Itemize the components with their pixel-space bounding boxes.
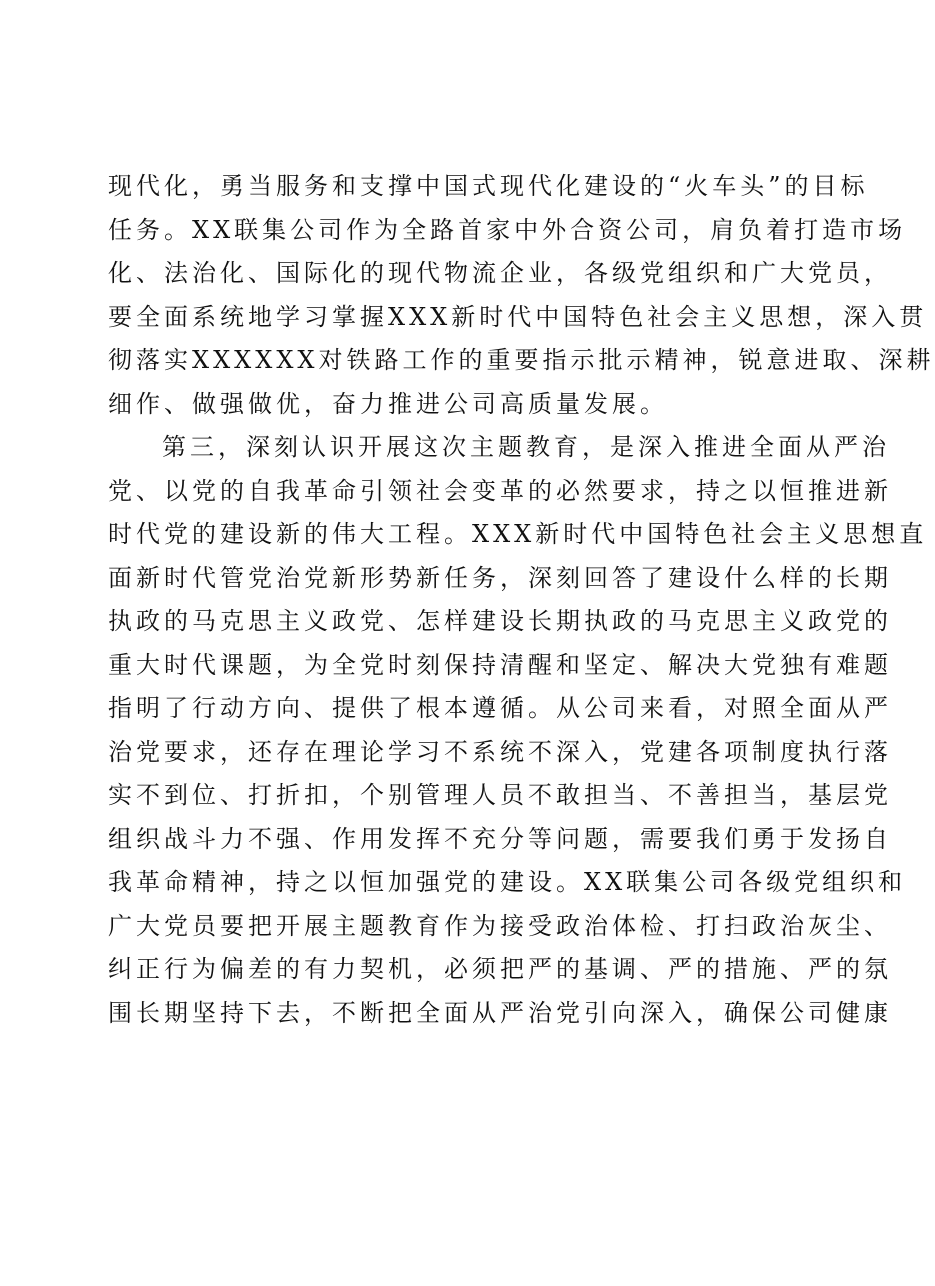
paragraph-third-point xyxy=(108,426,928,1035)
text-line: 党、以党的自我革命引领社会变革的必然要求，持之以恒推进新 xyxy=(108,476,892,505)
text-line: 细作、做强做优，奋力推进公司高质量发展。 xyxy=(108,389,668,418)
text-line: 第三，深刻认识开展这次主题教育，是深入推进全面从严治 xyxy=(162,433,890,461)
text-line: 我革命精神，持之以恒加强党的建设。XX联集公司各级党组织和 xyxy=(108,868,907,896)
text-line: 彻落实XXXXXX对铁路工作的重要指示批示精神，锐意进取、深耕 xyxy=(108,346,935,374)
text-line: 化、法治化、国际化的现代物流企业，各级党组织和广大党员， xyxy=(108,259,892,287)
text-line: 重大时代课题，为全党时刻保持清醒和坚定、解决大党独有难题 xyxy=(108,650,892,679)
text-line: 实不到位、打折扣，个别管理人员不敢担当、不善担当，基层党 xyxy=(108,781,892,809)
text-line: 治党要求，还存在理论学习不系统不深入，党建各项制度执行落 xyxy=(108,737,892,766)
paragraph-continued xyxy=(108,165,935,426)
text-line: 现代化，勇当服务和支撑中国式现代化建设的“火车头”的目标 xyxy=(108,172,869,200)
text-line: 围长期坚持下去，不断把全面从严治党引向深入，确保公司健康 xyxy=(108,998,892,1027)
text-line: 组织战斗力不强、作用发挥不充分等问题，需要我们勇于发扬自 xyxy=(108,824,892,853)
text-line: 纠正行为偏差的有力契机，必须把严的基调、严的措施、严的氛 xyxy=(108,955,892,983)
text-line: 指明了行动方向、提供了根本遵循。从公司来看，对照全面从严 xyxy=(108,694,892,722)
text-line: 要全面系统地学习掌握XXX新时代中国特色社会主义思想，深入贯 xyxy=(108,302,928,331)
document-body xyxy=(108,165,935,1035)
text-line: 任务。XX联集公司作为全路首家中外合资公司，肩负着打造市场 xyxy=(108,215,907,244)
text-line: 时代党的建设新的伟大工程。XXX新时代中国特色社会主义思想直 xyxy=(108,520,928,548)
text-line: 广大党员要把开展主题教育作为接受政治体检、打扫政治灰尘、 xyxy=(108,911,892,940)
text-line: 执政的马克思主义政党、怎样建设长期执政的马克思主义政党的 xyxy=(108,607,892,635)
text-line: 面新时代管党治党新形势新任务，深刻回答了建设什么样的长期 xyxy=(108,563,892,592)
